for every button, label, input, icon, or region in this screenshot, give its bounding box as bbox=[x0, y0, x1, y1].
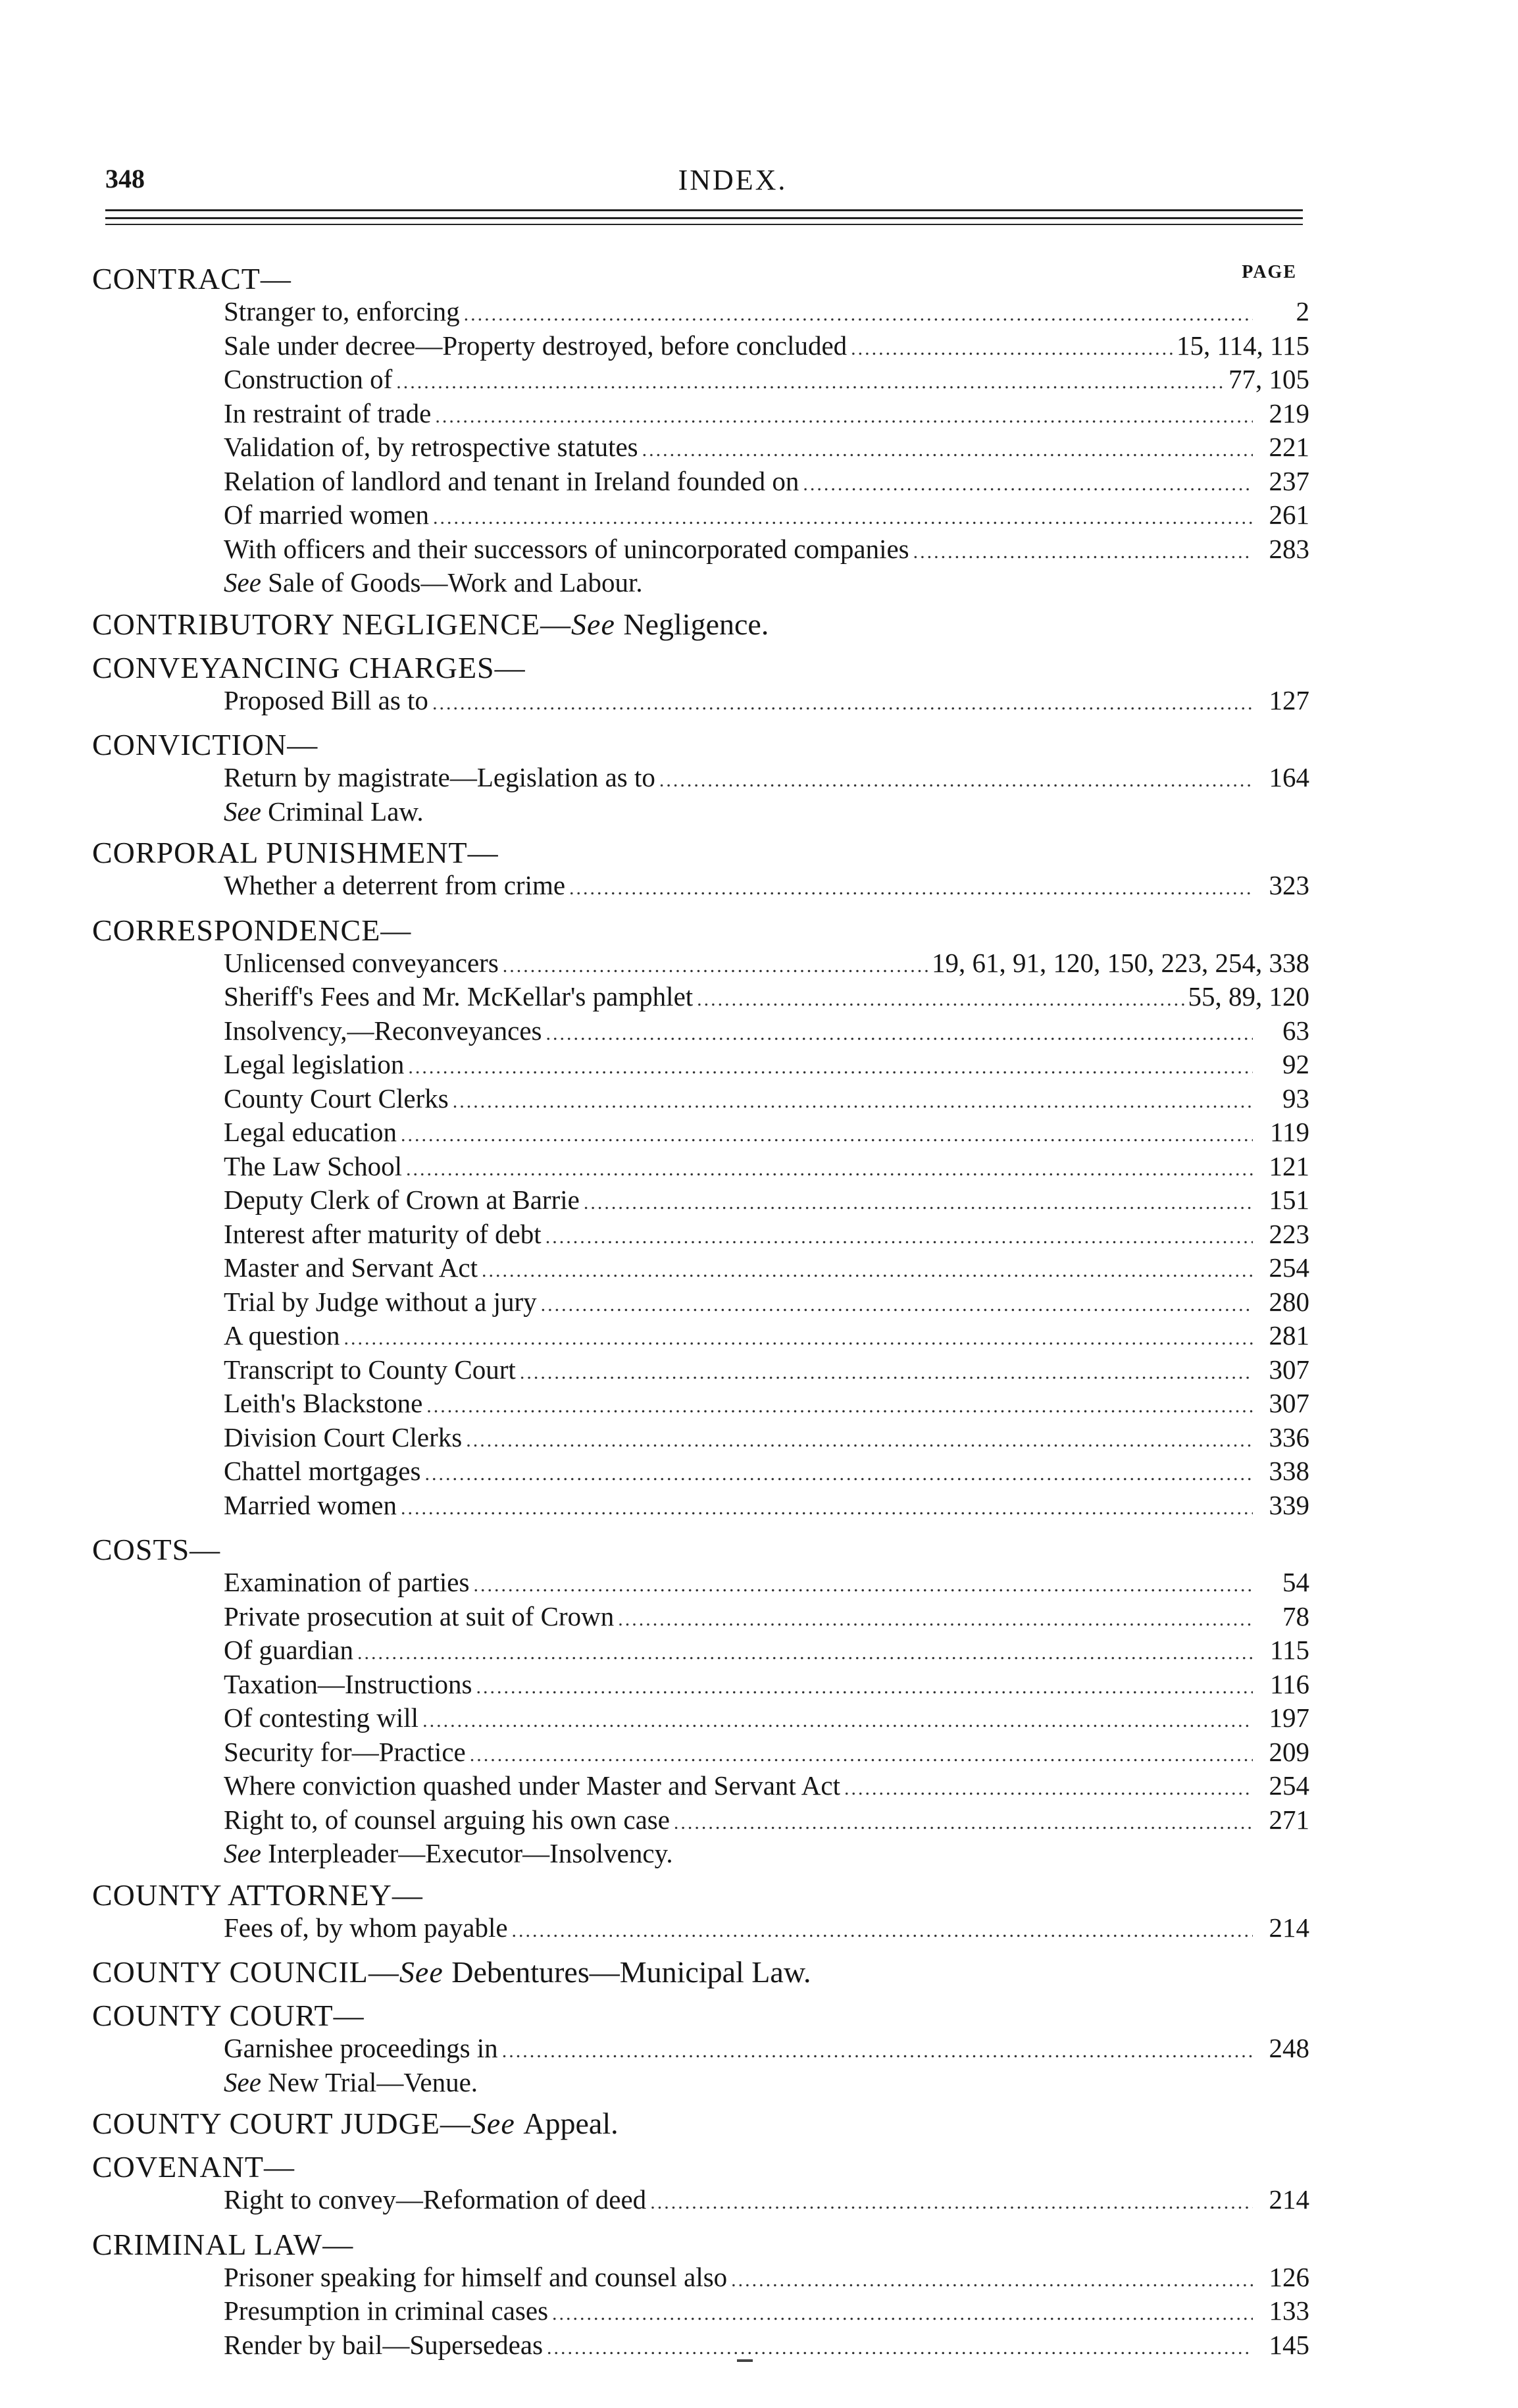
entry-heading bbox=[92, 1878, 1309, 1912]
page-reference: 151 bbox=[1269, 1185, 1309, 1215]
subentry-label: Of contesting will bbox=[224, 1703, 419, 1733]
subentry-label: Stranger to, enforcing bbox=[224, 296, 460, 326]
entry-heading bbox=[92, 2228, 1309, 2262]
subentry-label: Whether a deterrent from crime bbox=[224, 870, 566, 900]
subentry-line bbox=[224, 1320, 1309, 1354]
subentry-label: Division Court Clerks bbox=[224, 1422, 463, 1452]
cross-reference: Appeal. bbox=[523, 2107, 619, 2140]
dot-leader bbox=[482, 1256, 1253, 1287]
dot-leader bbox=[433, 503, 1253, 534]
subentry-label: Sale under decree—Property destroyed, before concluded bbox=[224, 330, 848, 361]
dot-leader bbox=[512, 1916, 1253, 1947]
dot-leader bbox=[503, 951, 928, 982]
page-reference: 145 bbox=[1269, 2329, 1309, 2360]
dot-leader bbox=[470, 1740, 1253, 1771]
subentry-label: Validation of, by retrospective statutes bbox=[224, 432, 638, 462]
subentry-line bbox=[224, 500, 1309, 534]
subentry-label: Right to convey—Reformation of deed bbox=[224, 2184, 647, 2215]
page-reference: 115 bbox=[1270, 1635, 1309, 1665]
subentry-label: Examination of parties bbox=[224, 1567, 470, 1597]
dot-leader bbox=[545, 1019, 1253, 1050]
subentry-line bbox=[224, 1049, 1309, 1083]
page-reference: 209 bbox=[1269, 1736, 1309, 1767]
entry-heading-text: CRIMINAL LAW— bbox=[92, 2227, 354, 2261]
subentry-label: Married women bbox=[224, 1489, 397, 1520]
subentry-label: Insolvency,—Reconveyances bbox=[224, 1015, 542, 1046]
entry-heading-text: CORRESPONDENCE— bbox=[92, 913, 412, 947]
subentry-line bbox=[224, 1490, 1309, 1524]
dot-leader bbox=[584, 1188, 1253, 1219]
page-number: 348 bbox=[105, 164, 145, 193]
entry-heading-text: CONTRACT— bbox=[92, 262, 291, 295]
subentry-label: Unlicensed conveyancers bbox=[224, 947, 499, 978]
subentry-line bbox=[224, 2295, 1309, 2330]
page-reference: 223 bbox=[1269, 1218, 1309, 1249]
subentry-line bbox=[224, 1185, 1309, 1219]
subentry-line bbox=[224, 1770, 1309, 1805]
subentry-line bbox=[224, 364, 1309, 398]
page-mark bbox=[737, 2359, 753, 2362]
dot-leader bbox=[552, 2299, 1253, 2330]
dot-leader bbox=[432, 688, 1253, 719]
page-reference: 237 bbox=[1269, 465, 1309, 496]
page-reference: 281 bbox=[1269, 1320, 1309, 1350]
subentry-label: Presumption in criminal cases bbox=[224, 2295, 549, 2326]
entry-heading bbox=[92, 2107, 1309, 2141]
page-reference: 78 bbox=[1282, 1601, 1309, 1631]
subentry-label: Trial by Judge without a jury bbox=[224, 1286, 537, 1317]
page-reference: 133 bbox=[1269, 2295, 1309, 2326]
subentry-label: With officers and their successors of unincorporated companies bbox=[224, 533, 909, 564]
see-also-line bbox=[224, 2067, 1309, 2098]
subentry-line bbox=[224, 685, 1309, 719]
page-reference: 336 bbox=[1269, 1422, 1309, 1452]
subentry-line bbox=[224, 1669, 1309, 1703]
subentry-label: Prisoner speaking for himself and counsel also bbox=[224, 2261, 728, 2292]
subentry-label: County Court Clerks bbox=[224, 1083, 449, 1114]
page-reference: 164 bbox=[1269, 762, 1309, 792]
subentry-line bbox=[224, 762, 1309, 796]
subentry-label: Where conviction quashed under Master and Servant Act bbox=[224, 1770, 840, 1801]
subentry-label: In restraint of trade bbox=[224, 397, 432, 428]
page-reference: 254 bbox=[1269, 1770, 1309, 1801]
entry-heading bbox=[92, 1955, 1309, 1989]
index-entry bbox=[92, 607, 1309, 642]
page-reference: 261 bbox=[1269, 500, 1309, 530]
subentry-label: Private prosecution at suit of Crown bbox=[224, 1601, 615, 1631]
subentry-label: Transcript to County Court bbox=[224, 1354, 516, 1385]
subentry-label: Legal legislation bbox=[224, 1049, 405, 1079]
page-reference: 116 bbox=[1270, 1668, 1309, 1699]
dot-leader bbox=[357, 1638, 1253, 1669]
index-entries bbox=[92, 262, 1309, 2372]
subentry-line bbox=[224, 1117, 1309, 1151]
dot-leader bbox=[851, 334, 1173, 365]
subentry-line bbox=[224, 1567, 1309, 1601]
see-word: See bbox=[571, 607, 615, 641]
dot-leader bbox=[466, 1425, 1253, 1456]
dot-leader bbox=[618, 1604, 1253, 1635]
entry-heading-text: COUNTY COUNCIL— bbox=[92, 1955, 399, 1989]
dot-leader bbox=[424, 1459, 1253, 1490]
subentry-line bbox=[224, 1083, 1309, 1117]
entry-heading-text: COVENANT— bbox=[92, 2150, 295, 2184]
index-entry bbox=[92, 2150, 1309, 2218]
index-entry bbox=[92, 1533, 1309, 1869]
see-word: See bbox=[224, 796, 261, 827]
entry-heading bbox=[92, 2150, 1309, 2184]
entry-heading bbox=[92, 836, 1309, 870]
subentry-label: Garnishee proceedings in bbox=[224, 2033, 498, 2063]
subentry-line bbox=[224, 1015, 1309, 1050]
dot-leader bbox=[435, 401, 1253, 432]
index-entry bbox=[92, 2107, 1309, 2141]
page-reference: 307 bbox=[1269, 1354, 1309, 1385]
page-reference: 254 bbox=[1269, 1252, 1309, 1283]
page-reference: 55, 89, 120 bbox=[1188, 981, 1309, 1012]
subentry-line bbox=[224, 1151, 1309, 1185]
subentry-line bbox=[224, 1456, 1309, 1490]
index-entry bbox=[92, 1999, 1309, 2097]
dot-leader bbox=[520, 1358, 1253, 1389]
dot-leader bbox=[541, 1290, 1253, 1321]
entry-heading bbox=[92, 651, 1309, 685]
see-word: See bbox=[470, 2107, 515, 2140]
cross-reference: Interpleader—Executor—Insolvency. bbox=[268, 1838, 673, 1868]
see-word: See bbox=[399, 1955, 443, 1989]
subentry-line bbox=[224, 948, 1309, 982]
subentry-line bbox=[224, 1219, 1309, 1253]
subentry-label: Taxation—Instructions bbox=[224, 1668, 472, 1699]
subentry-line bbox=[224, 2033, 1309, 2067]
running-head bbox=[105, 163, 1301, 203]
entry-heading-text: CONVEYANCING CHARGES— bbox=[92, 650, 526, 684]
page-reference: 126 bbox=[1269, 2261, 1309, 2292]
index-entry bbox=[92, 651, 1309, 719]
dot-leader bbox=[476, 1672, 1253, 1703]
entry-heading bbox=[92, 262, 1309, 296]
subentry-line bbox=[224, 432, 1309, 466]
cross-reference: Negligence. bbox=[623, 607, 769, 641]
subentry-label: Chattel mortgages bbox=[224, 1456, 421, 1486]
dot-leader bbox=[396, 367, 1225, 398]
subentry-label: A question bbox=[224, 1320, 340, 1350]
page-reference: 63 bbox=[1282, 1015, 1309, 1046]
subentry-line bbox=[224, 1737, 1309, 1771]
dot-leader bbox=[674, 1808, 1253, 1839]
page-reference: 221 bbox=[1269, 432, 1309, 462]
subentry-line bbox=[224, 398, 1309, 432]
subentry-line bbox=[224, 466, 1309, 500]
dot-leader bbox=[642, 435, 1253, 466]
page-reference: 19, 61, 91, 120, 150, 223, 254, 338 bbox=[932, 947, 1309, 978]
page-reference: 197 bbox=[1269, 1703, 1309, 1733]
index-entry bbox=[92, 2228, 1309, 2364]
subentry-label: Proposed Bill as to bbox=[224, 684, 428, 715]
see-word: See bbox=[224, 567, 261, 598]
entry-heading-text: COUNTY COURT— bbox=[92, 1999, 365, 2032]
index-entry bbox=[92, 1955, 1309, 1989]
page-column-label: PAGE bbox=[1242, 262, 1297, 282]
dot-leader bbox=[697, 985, 1184, 1015]
dot-leader bbox=[422, 1706, 1253, 1737]
subentry-label: Deputy Clerk of Crown at Barrie bbox=[224, 1185, 580, 1215]
entry-heading-text: CONVICTION— bbox=[92, 728, 318, 761]
subentry-label: Right to, of counsel arguing his own case bbox=[224, 1804, 670, 1835]
entry-heading-text: CONTRIBUTORY NEGLIGENCE— bbox=[92, 607, 572, 641]
dot-leader bbox=[844, 1774, 1253, 1805]
subentry-label: Of married women bbox=[224, 500, 429, 530]
cross-reference: Criminal Law. bbox=[268, 796, 424, 827]
subentry-line bbox=[224, 534, 1309, 568]
index-entry bbox=[92, 836, 1309, 904]
entry-heading bbox=[92, 607, 1309, 642]
subentry-label: Legal education bbox=[224, 1117, 397, 1147]
subentry-label: Leith's Blackstone bbox=[224, 1388, 423, 1418]
dot-leader bbox=[731, 2265, 1253, 2296]
header-rule bbox=[105, 209, 1303, 211]
cross-reference: Debentures—Municipal Law. bbox=[451, 1955, 811, 1989]
page-reference: 77, 105 bbox=[1228, 364, 1309, 394]
subentry-line bbox=[224, 1354, 1309, 1389]
entry-heading-text: COSTS— bbox=[92, 1533, 221, 1566]
page-reference: 339 bbox=[1269, 1489, 1309, 1520]
page-reference: 93 bbox=[1282, 1083, 1309, 1114]
page-reference: 214 bbox=[1269, 2184, 1309, 2215]
dot-leader bbox=[659, 765, 1253, 796]
dot-leader bbox=[408, 1052, 1253, 1083]
page-reference: 121 bbox=[1269, 1150, 1309, 1181]
subentry-label: Sheriff's Fees and Mr. McKellar's pamphlet bbox=[224, 981, 694, 1012]
page-reference: 119 bbox=[1270, 1117, 1309, 1147]
subentry-line bbox=[224, 870, 1309, 904]
page-reference: 338 bbox=[1269, 1456, 1309, 1486]
page-reference: 219 bbox=[1269, 397, 1309, 428]
entry-heading bbox=[92, 1533, 1309, 1567]
subentry-line bbox=[224, 1388, 1309, 1422]
page-reference: 271 bbox=[1269, 1804, 1309, 1835]
page-reference: 307 bbox=[1269, 1388, 1309, 1418]
entry-heading bbox=[92, 1999, 1309, 2033]
subentry-label: The Law School bbox=[224, 1150, 402, 1181]
index-entry bbox=[92, 262, 1309, 598]
subentry-line bbox=[224, 1287, 1309, 1321]
page-reference: 214 bbox=[1269, 1912, 1309, 1943]
page-reference: 280 bbox=[1269, 1286, 1309, 1317]
entry-heading bbox=[92, 913, 1309, 948]
dot-leader bbox=[401, 1120, 1253, 1151]
dot-leader bbox=[426, 1391, 1253, 1422]
see-word: See bbox=[224, 1838, 261, 1868]
subentry-line bbox=[224, 1252, 1309, 1287]
dot-leader bbox=[464, 299, 1253, 330]
page-reference: 2 bbox=[1296, 296, 1309, 326]
subentry-line bbox=[224, 1912, 1309, 1947]
index-entry bbox=[92, 728, 1309, 827]
see-word: See bbox=[224, 2066, 261, 2097]
entry-heading bbox=[92, 728, 1309, 762]
subentry-line bbox=[224, 981, 1309, 1015]
subentry-label: Master and Servant Act bbox=[224, 1252, 478, 1283]
dot-leader bbox=[569, 873, 1253, 904]
page-reference: 127 bbox=[1269, 684, 1309, 715]
see-also-line bbox=[224, 796, 1309, 827]
subentry-line bbox=[224, 2262, 1309, 2296]
dot-leader bbox=[401, 1493, 1253, 1524]
page-reference: 92 bbox=[1282, 1049, 1309, 1079]
subentry-line bbox=[224, 1703, 1309, 1737]
subentry-line bbox=[224, 330, 1309, 365]
entry-heading-text: COUNTY ATTORNEY— bbox=[92, 1878, 423, 1912]
subentry-label: Interest after maturity of debt bbox=[224, 1218, 542, 1249]
subentry-line bbox=[224, 1805, 1309, 1839]
cross-reference: New Trial—Venue. bbox=[268, 2066, 478, 2097]
page-reference: 248 bbox=[1269, 2033, 1309, 2063]
see-also-line bbox=[224, 567, 1309, 598]
dot-leader bbox=[453, 1087, 1253, 1117]
dot-leader bbox=[650, 2188, 1253, 2218]
subentry-line bbox=[224, 1601, 1309, 1635]
entry-heading-text: COUNTY COURT JUDGE— bbox=[92, 2107, 471, 2140]
dot-leader bbox=[344, 1323, 1253, 1354]
dot-leader bbox=[547, 2333, 1253, 2364]
entry-heading-text: CORPORAL PUNISHMENT— bbox=[92, 836, 499, 869]
running-title: INDEX. bbox=[678, 164, 788, 196]
dot-leader bbox=[913, 537, 1253, 568]
dot-leader bbox=[473, 1570, 1253, 1601]
page-reference: 283 bbox=[1269, 533, 1309, 564]
index-entry bbox=[92, 1878, 1309, 1947]
see-also-line bbox=[224, 1838, 1309, 1869]
subentry-label: Construction of bbox=[224, 364, 393, 394]
subentry-line bbox=[224, 2330, 1309, 2364]
dot-leader bbox=[502, 2036, 1253, 2067]
subentry-label: Relation of landlord and tenant in Ireland founded on bbox=[224, 465, 799, 496]
header-rule bbox=[105, 224, 1303, 225]
page-reference: 15, 114, 115 bbox=[1176, 330, 1309, 361]
dot-leader bbox=[406, 1154, 1253, 1185]
subentry-label: Return by magistrate—Legislation as to bbox=[224, 762, 655, 792]
index-entry bbox=[92, 913, 1309, 1524]
subentry-line bbox=[224, 296, 1309, 330]
subentry-label: Fees of, by whom payable bbox=[224, 1912, 508, 1943]
dot-leader bbox=[545, 1222, 1253, 1253]
subentry-label: Of guardian bbox=[224, 1635, 353, 1665]
subentry-line bbox=[224, 1635, 1309, 1669]
subentry-label: Security for—Practice bbox=[224, 1736, 466, 1767]
subentry-label: Render by bail—Supersedeas bbox=[224, 2329, 544, 2360]
cross-reference: Sale of Goods—Work and Labour. bbox=[268, 567, 643, 598]
header-rule bbox=[105, 217, 1303, 219]
subentry-line bbox=[224, 2184, 1309, 2218]
page-reference: 54 bbox=[1282, 1567, 1309, 1597]
dot-leader bbox=[803, 469, 1253, 500]
page-reference: 323 bbox=[1269, 870, 1309, 900]
subentry-line bbox=[224, 1422, 1309, 1456]
